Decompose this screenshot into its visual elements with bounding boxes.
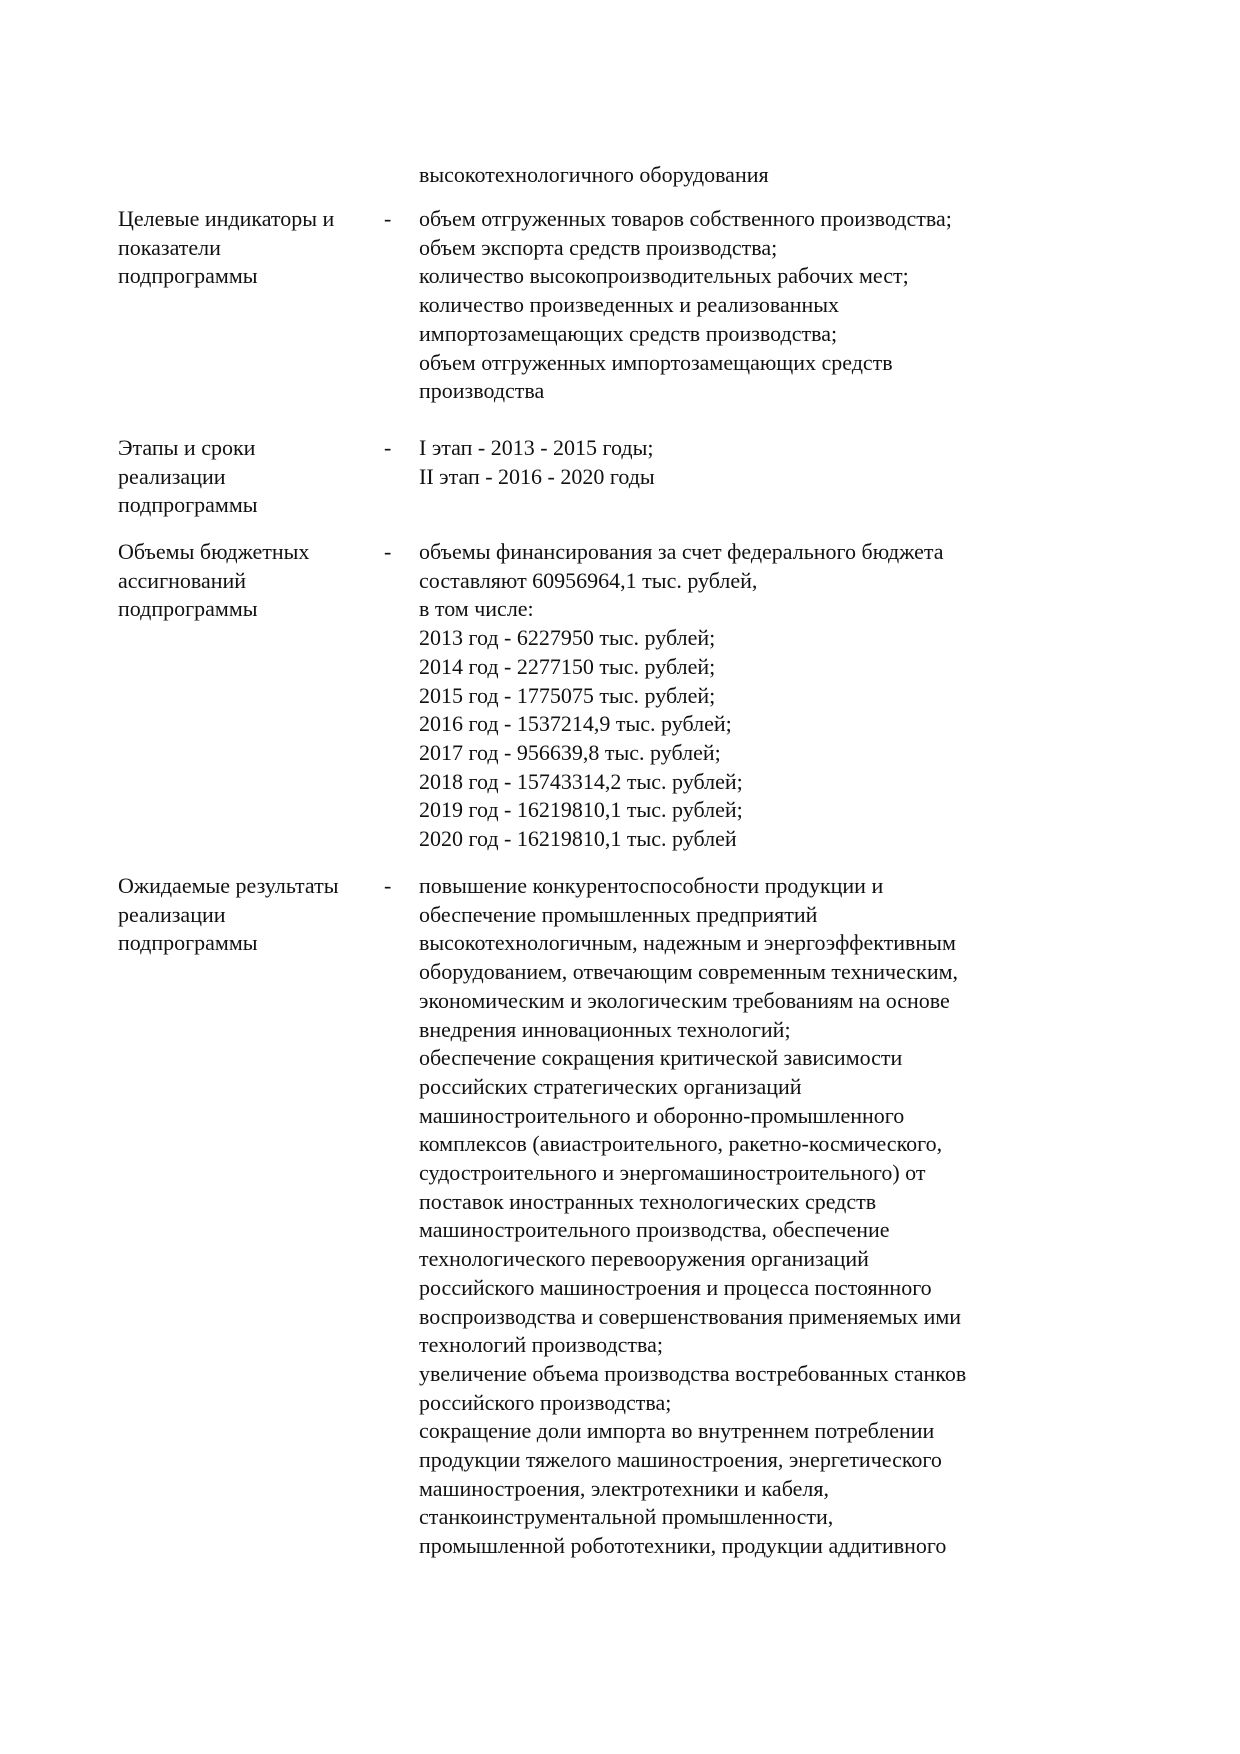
value-line: обеспечение промышленных предприятий — [419, 901, 818, 927]
value-line: II этап - 2016 - 2020 годы — [419, 463, 655, 489]
value-line: воспроизводства и совершенствования применяемых ими — [419, 1303, 962, 1329]
label-line: реализации — [118, 463, 226, 489]
section-label — [118, 205, 383, 291]
value-line: количество высокопроизводительных рабочих мест; — [419, 263, 909, 289]
label-line: подпрограммы — [118, 596, 258, 622]
value-line: машиностроительного производства, обеспечение — [419, 1217, 890, 1243]
funding-year-line: 2016 год - 1537214,9 тыс. рублей; — [419, 711, 732, 737]
label-line: подпрограммы — [118, 930, 258, 956]
funding-year-line: 2019 год - 16219810,1 тыс. рублей; — [419, 797, 743, 823]
section-value — [419, 205, 1139, 406]
separator-dash: - — [384, 435, 392, 460]
funding-year-line: 2017 год - 956639,8 тыс. рублей; — [419, 739, 721, 765]
value-line: повышение конкурентоспособности продукции и — [419, 873, 884, 898]
value-line: поставок иностранных технологических средств — [419, 1188, 877, 1214]
value-line: производства — [419, 378, 545, 404]
value-line: станкоинструментальной промышленности, — [419, 1504, 834, 1530]
value-line: комплексов (авиастроительного, ракетно-космического, — [419, 1131, 943, 1157]
separator-dash: - — [384, 539, 392, 564]
section-value — [419, 872, 1139, 1561]
label-line: показатели — [118, 234, 221, 260]
value-line: объем отгруженных товаров собственного производства; — [419, 206, 952, 231]
value-line: увеличение объема производства востребованных станков — [419, 1360, 967, 1386]
value-line: российских стратегических организаций — [419, 1073, 802, 1099]
label-line: реализации — [118, 901, 226, 927]
label-line: Объемы бюджетных — [118, 539, 310, 564]
section-value — [419, 434, 1139, 491]
value-line: импортозамещающих средств производства; — [419, 320, 838, 346]
section-value — [419, 538, 1139, 854]
label-line: Этапы и сроки — [118, 435, 256, 460]
separator-dash: - — [384, 206, 392, 231]
value-line: обеспечение сокращения критической зависимости — [419, 1045, 903, 1071]
value-line: технологического перевооружения организаций — [419, 1246, 869, 1272]
label-line: ассигнований — [118, 567, 247, 593]
value-line: количество произведенных и реализованных — [419, 292, 840, 318]
label-line: Целевые индикаторы и — [118, 206, 335, 231]
value-line: экономическим и экологическим требованиям на основе — [419, 987, 950, 1013]
section-label — [118, 434, 383, 520]
value-line: объемы финансирования за счет федерального бюджета — [419, 539, 944, 564]
separator-dash: - — [384, 873, 392, 898]
value-line: российского машиностроения и процесса постоянного — [419, 1274, 932, 1300]
value-line: составляют 60956964,1 тыс. рублей, — [419, 567, 758, 593]
label-line: подпрограммы — [118, 492, 258, 518]
value-line: технологий производства; — [419, 1332, 664, 1358]
value-line: машиностроительного и оборонно-промышленного — [419, 1102, 905, 1128]
funding-year-line: 2013 год - 6227950 тыс. рублей; — [419, 625, 716, 651]
funding-year-line: 2018 год - 15743314,2 тыс. рублей; — [419, 768, 743, 794]
value-line: высокотехнологичным, надежным и энергоэффективным — [419, 930, 956, 956]
funding-year-line: 2015 год - 1775075 тыс. рублей; — [419, 682, 716, 708]
value-line: объем экспорта средств производства; — [419, 234, 778, 260]
value-line: промышленной робототехники, продукции аддитивного — [419, 1533, 947, 1559]
value-line: российского производства; — [419, 1389, 672, 1415]
funding-year-line: 2014 год - 2277150 тыс. рублей; — [419, 653, 716, 679]
value-line: в том числе: — [419, 596, 534, 622]
value-line: судостроительного и энергомашиностроительного) от — [419, 1160, 926, 1186]
value-line: I этап - 2013 - 2015 годы; — [419, 435, 654, 460]
value-line: оборудованием, отвечающим современным техническим, — [419, 959, 959, 985]
continuation-line: высокотехнологичного оборудования — [419, 162, 769, 187]
section-label — [118, 538, 383, 624]
funding-year-line: 2020 год - 16219810,1 тыс. рублей — [419, 826, 737, 852]
value-line: сокращение доли импорта во внутреннем потреблении — [419, 1418, 935, 1444]
label-line: Ожидаемые результаты — [118, 873, 339, 898]
section-label — [118, 872, 383, 958]
value-line: объем отгруженных импортозамещающих средств — [419, 349, 893, 375]
label-line: подпрограммы — [118, 263, 258, 289]
value-line: машиностроения, электротехники и кабеля, — [419, 1475, 829, 1501]
value-line: внедрения инновационных технологий; — [419, 1016, 791, 1042]
value-line: продукции тяжелого машиностроения, энергетического — [419, 1447, 942, 1473]
